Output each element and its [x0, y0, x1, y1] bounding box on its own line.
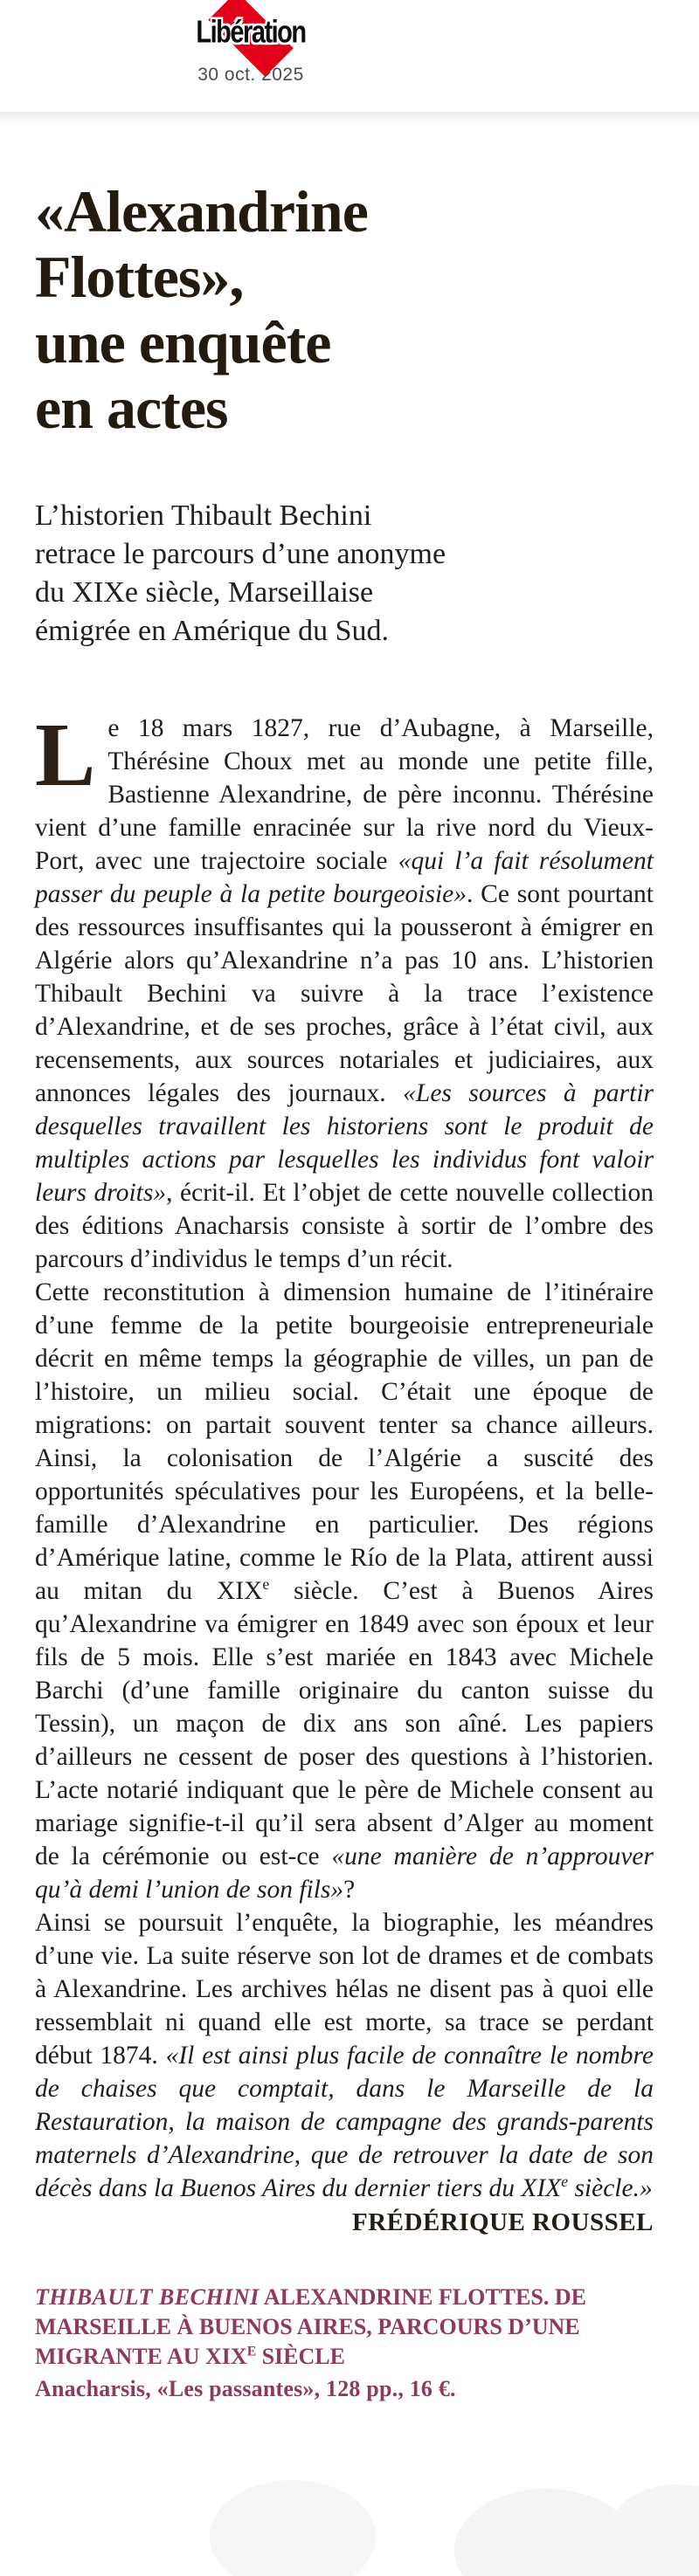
article-paragraph: Ainsi se poursuit l’enquête, la biographie, les méandres d’une vie. La suite réserve son lot de drames et de combats à Alexandrine. Les archives hélas ne disent pas à quoi elle ressemblait ni quand elle est morte, sa trace se perdant début 1874. «Il est ainsi plus facile de connaître le nombre de chaises que comptait, dans le Marseille de la Restauration, la maison de campagne des grands-parents maternels d’Alexandrine, que de retrouver la date de son décès dans la Buenos Aires du dernier tiers du XIXe siècle.» — [35, 1909, 654, 2202]
article-body — [35, 705, 654, 2205]
standfirst-line: retrace le parcours d’une anonyme — [35, 538, 446, 570]
watermark-blob — [210, 2480, 376, 2576]
drop-cap: L — [35, 705, 96, 805]
book-reference — [35, 2283, 654, 2405]
article — [0, 179, 699, 2405]
byline: FRÉDÉRIQUE ROUSSEL — [352, 2208, 654, 2236]
watermark-blob — [603, 2484, 699, 2576]
book-title: ALEXANDRINE FLOTTES. DE MARSEILLE À BUENOS AIRES, PARCOURS D’UNE MIGRANTE AU $XIX^E$ SIÈCLE — [35, 2284, 586, 2369]
book-details: Anacharsis, «Les passantes», 128 pp., 16 €. — [35, 2376, 456, 2401]
headline-line: «Alexandrine — [35, 178, 368, 245]
masthead — [0, 0, 699, 86]
issue-date: 30 oct. 2025 — [197, 65, 304, 85]
book-title-block — [35, 2283, 612, 2372]
liberation-logo — [176, 9, 325, 59]
masthead-inner — [133, 9, 369, 86]
headline-line: en actes — [35, 375, 228, 441]
article-paragraph: Cette reconstitution à dimension humaine de l’itinéraire d’une femme de la petite bourgeoisie entrepreneuriale décrit en même temps la géographie de villes, un pan de l’histoire, un milieu social. C’était une époque de migrations: on partait souvent tenter sa chance ailleurs. Ainsi, la colonisation de l’Algérie a suscité des opportunités spéculatives pour les Européens, et la belle-famille d’Alexandrine en particulier. Des régions d’Amérique latine, comme le Río de la Plata, attirent aussi au mitan du XIXe siècle. C’est à Buenos Aires qu’Alexandrine va émigrer en 1849 avec son époux et leur fils de 5 mois. Elle s’est mariée en 1843 avec Michele Barchi (d’une famille originaire du canton suisse du Tessin), un maçon de dix ans son aîné. Les papiers d’ailleurs ne cessent de poser des questions à l’historien. L’acte notarié indiquant que le père de Michele consent au mariage signifie-t-il qu’il sera absent d’Alger au moment de la cérémonie ou est-ce «une manière de n’approuver qu’à demi l’union de son fils»? — [35, 1278, 654, 1904]
book-author: THIBAULT BECHINI — [35, 2284, 260, 2310]
section-divider — [0, 112, 699, 123]
logo-text: Libération — [196, 15, 306, 51]
headline — [35, 179, 654, 441]
standfirst-line: émigrée en Amérique du Sud. — [35, 615, 390, 647]
standfirst-line: L’historien Thibault Bechini — [35, 499, 372, 532]
standfirst-line: du XIXe siècle, Marseillaise — [35, 576, 374, 609]
article-paragraph: Le 18 mars 1827, rue d’Aubagne, à Marseille, Thérésine Choux met au monde une petite fille, Bastienne Alexandrine, de père inconnu. Thérésine vient d’une famille enracinée sur la rive nord du Vieux-Port, avec une trajectoire sociale «qui l’a fait résolument passer du peuple à la petite bourgeoisie». Ce sont pourtant des ressources insuffisantes qui la pousseront à émigrer en Algérie alors qu’Alexandrine n’a pas 10 ans. L’historien Thibault Bechini va suivre à la trace l’existence d’Alexandrine, et de ses proches, grâce à l’état civil, aux recensements, aux sources notariales et judiciaires, aux annonces légales des journaux. «Les sources à partir desquelles travaillent les historiens sont le produit de multiples actions par lesquelles les individus font valoir leurs droits», écrit-il. Et l’objet de cette nouvelle collection des éditions Anacharsis consiste à sortir de l’ombre des parcours d’individus le temps d’un récit. — [35, 705, 654, 1273]
standfirst — [35, 497, 654, 651]
headline-line: une enquête — [35, 309, 331, 375]
headline-line: Flottes», — [35, 244, 244, 310]
